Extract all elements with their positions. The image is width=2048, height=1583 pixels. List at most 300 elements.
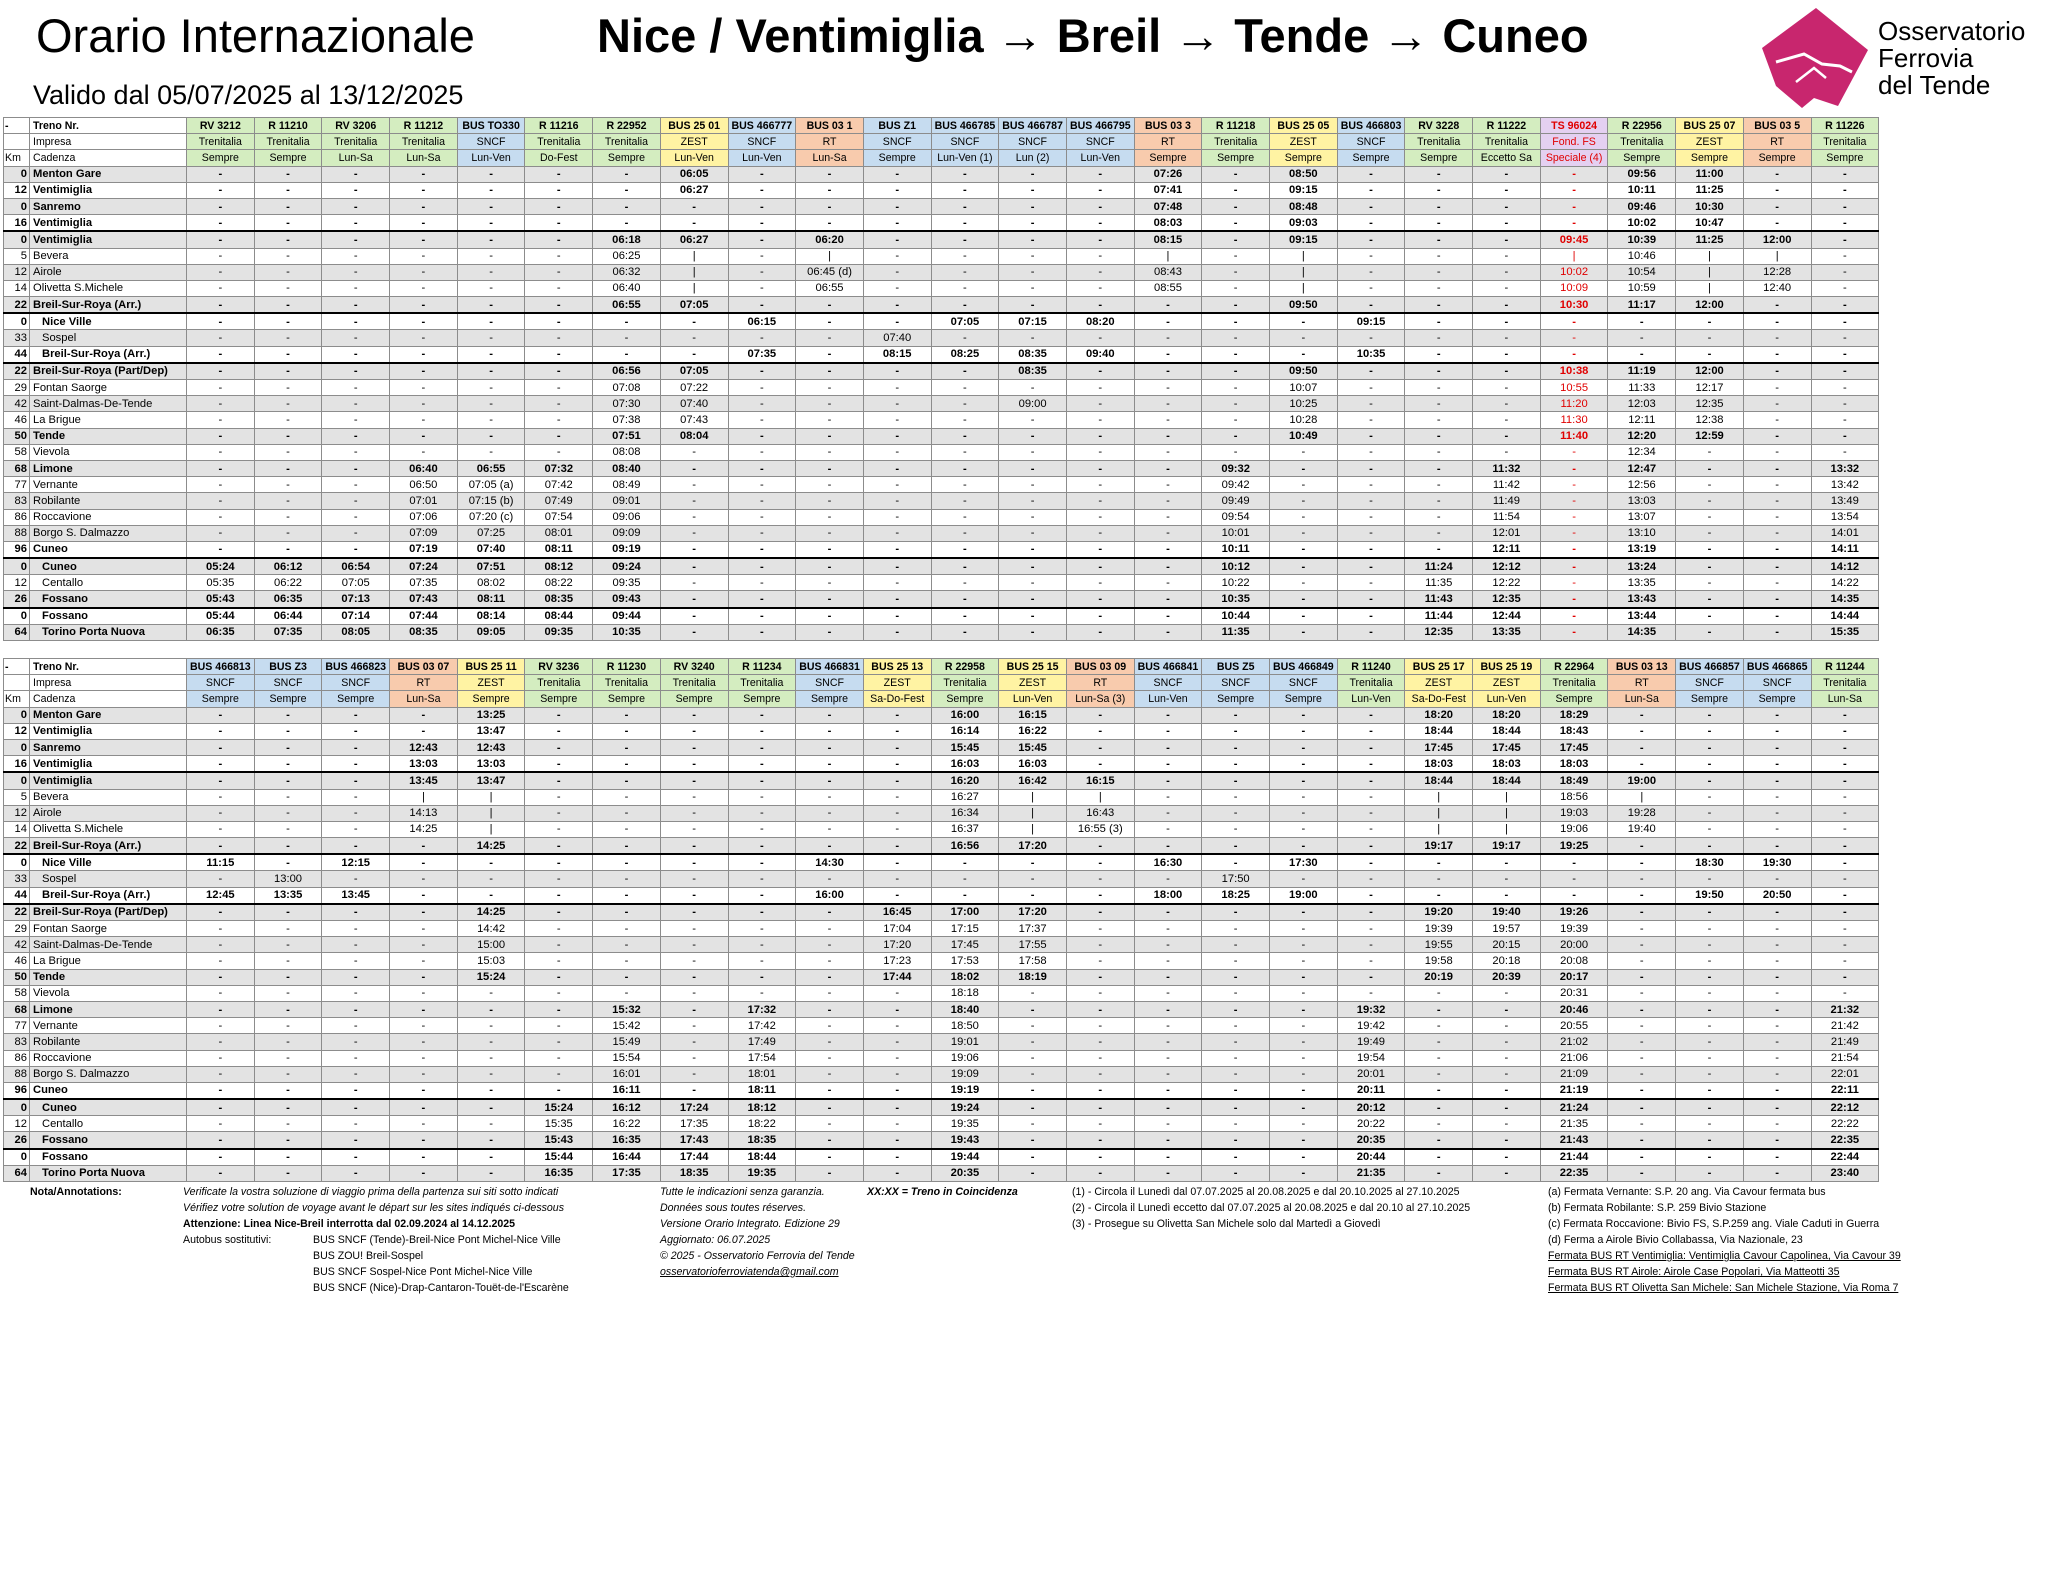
time-cell: - — [1270, 1001, 1338, 1017]
time-cell: - — [999, 854, 1067, 871]
time-cell: 16:35 — [593, 1132, 661, 1149]
time-cell: 07:15 (b) — [457, 493, 525, 509]
time-cell: 07:35 — [728, 346, 796, 363]
time-cell: - — [660, 723, 728, 739]
time-cell: - — [1473, 1066, 1541, 1082]
time-cell: - — [931, 558, 999, 575]
time-cell: - — [1811, 346, 1879, 363]
time-cell: 07:06 — [390, 509, 458, 525]
time-cell: - — [1676, 821, 1744, 837]
time-cell: - — [660, 904, 728, 921]
time-cell: - — [1134, 723, 1202, 739]
time-cell: - — [254, 198, 322, 214]
time-cell: - — [1540, 541, 1608, 558]
time-cell: - — [1066, 412, 1134, 428]
time-cell: 18:01 — [728, 1066, 796, 1082]
time-cell: - — [1811, 854, 1879, 871]
time-cell: - — [1337, 509, 1405, 525]
frequency-cell: Sempre — [1743, 150, 1811, 166]
time-cell: - — [187, 330, 255, 346]
station-name: Cuneo — [30, 558, 187, 575]
time-cell: - — [1202, 215, 1270, 232]
time-cell: - — [254, 525, 322, 541]
time-cell: - — [390, 346, 458, 363]
timetable-row — [4, 1001, 1879, 1017]
time-cell: - — [322, 821, 390, 837]
time-cell: 19:39 — [1405, 921, 1473, 937]
time-cell: - — [187, 723, 255, 739]
time-cell: 17:42 — [728, 1018, 796, 1034]
time-cell: - — [863, 248, 931, 264]
train-number: BUS 466823 — [322, 659, 390, 675]
time-cell: - — [863, 821, 931, 837]
time-cell: - — [660, 854, 728, 871]
time-cell: - — [254, 1082, 322, 1099]
time-cell: 18:03 — [1405, 756, 1473, 773]
time-cell: - — [1473, 396, 1541, 412]
time-cell: - — [1743, 525, 1811, 541]
time-cell: - — [187, 428, 255, 444]
time-cell: 17:35 — [660, 1116, 728, 1132]
time-cell: - — [1743, 428, 1811, 444]
time-cell: 06:55 — [593, 297, 661, 314]
time-cell: - — [187, 215, 255, 232]
time-cell: - — [1337, 215, 1405, 232]
time-cell: - — [796, 723, 864, 739]
km-cell: 50 — [4, 428, 30, 444]
time-cell: - — [1405, 1149, 1473, 1166]
time-cell: - — [863, 1066, 931, 1082]
time-cell: - — [931, 444, 999, 460]
timetable-row — [4, 248, 1879, 264]
time-cell: 10:25 — [1270, 396, 1338, 412]
time-cell: - — [390, 838, 458, 855]
time-cell: - — [999, 460, 1067, 476]
km-header: - — [4, 118, 30, 134]
time-cell: 20:50 — [1743, 887, 1811, 904]
time-cell: - — [931, 460, 999, 476]
time-cell: - — [390, 1082, 458, 1099]
time-cell: 08:49 — [593, 477, 661, 493]
time-cell: - — [187, 182, 255, 198]
time-cell: 08:35 — [999, 363, 1067, 380]
time-cell: - — [1405, 1018, 1473, 1034]
time-cell: - — [1270, 707, 1338, 723]
time-cell: - — [660, 215, 728, 232]
time-cell: - — [1473, 428, 1541, 444]
frequency-cell: Sa-Do-Fest — [863, 691, 931, 707]
time-cell: - — [931, 248, 999, 264]
train-number: BUS 25 17 — [1405, 659, 1473, 675]
km-cell: 12 — [4, 575, 30, 591]
time-cell: - — [390, 871, 458, 887]
time-cell: 23:40 — [1811, 1165, 1879, 1181]
time-cell: - — [728, 591, 796, 608]
time-cell: 08:40 — [593, 460, 661, 476]
time-cell: 09:50 — [1270, 297, 1338, 314]
time-cell: 16:44 — [593, 1149, 661, 1166]
km-cell: 44 — [4, 887, 30, 904]
time-cell: - — [1676, 805, 1744, 821]
time-cell: - — [525, 789, 593, 805]
time-cell: - — [931, 363, 999, 380]
time-cell: - — [728, 330, 796, 346]
time-cell: 17:45 — [1540, 739, 1608, 755]
time-cell: - — [187, 772, 255, 789]
time-cell: - — [1202, 739, 1270, 755]
time-cell: - — [322, 805, 390, 821]
frequency-row — [4, 691, 1879, 707]
timetable-row — [4, 231, 1879, 248]
time-cell: 17:45 — [931, 937, 999, 953]
time-cell: - — [1676, 525, 1744, 541]
train-number: BUS 466857 — [1676, 659, 1744, 675]
time-cell: - — [796, 313, 864, 330]
time-cell: - — [796, 772, 864, 789]
time-cell: - — [593, 887, 661, 904]
frequency-cell: Sempre — [525, 691, 593, 707]
station-name: Nice Ville — [30, 854, 187, 871]
time-cell: 06:22 — [254, 575, 322, 591]
train-number: R 11230 — [593, 659, 661, 675]
time-cell: - — [1743, 608, 1811, 625]
time-cell: 10:01 — [1202, 525, 1270, 541]
train-number: BUS 25 11 — [457, 659, 525, 675]
time-cell: - — [1134, 1018, 1202, 1034]
operator-cell: ZEST — [1473, 675, 1541, 691]
time-cell: - — [1202, 166, 1270, 182]
time-cell: - — [660, 756, 728, 773]
time-cell: - — [796, 1116, 864, 1132]
time-cell: - — [1811, 264, 1879, 280]
time-cell: 21:35 — [1337, 1165, 1405, 1181]
time-cell: - — [1270, 493, 1338, 509]
time-cell: 10:54 — [1608, 264, 1676, 280]
time-cell: - — [1473, 280, 1541, 296]
time-cell: - — [1405, 264, 1473, 280]
time-cell: - — [1608, 1116, 1676, 1132]
km-cell: 12 — [4, 182, 30, 198]
time-cell: - — [254, 1001, 322, 1017]
time-cell: - — [187, 969, 255, 985]
time-cell: - — [1743, 1018, 1811, 1034]
time-cell: - — [1540, 575, 1608, 591]
time-cell: - — [322, 953, 390, 969]
train-number: BUS 466795 — [1066, 118, 1134, 134]
frequency-cell: Sempre — [1202, 691, 1270, 707]
time-cell: - — [1202, 1116, 1270, 1132]
frequency-cell: Lun-Ven — [728, 150, 796, 166]
time-cell: - — [796, 591, 864, 608]
notes-line: Aggiornato: 06.07.2025 — [660, 1234, 771, 1246]
time-cell: - — [457, 1034, 525, 1050]
time-cell: 16:35 — [525, 1165, 593, 1181]
time-cell: 15:35 — [525, 1116, 593, 1132]
timetable-row — [4, 264, 1879, 280]
time-cell: - — [999, 477, 1067, 493]
time-cell: - — [525, 412, 593, 428]
time-cell: - — [1811, 313, 1879, 330]
operator-cell: RT — [390, 675, 458, 691]
time-cell: - — [593, 789, 661, 805]
time-cell: - — [1608, 756, 1676, 773]
time-cell: - — [1676, 346, 1744, 363]
time-cell: - — [1066, 1018, 1134, 1034]
time-cell: 10:39 — [1608, 231, 1676, 248]
time-cell: - — [322, 380, 390, 396]
time-cell: - — [1405, 330, 1473, 346]
time-cell: - — [1134, 1066, 1202, 1082]
notes-section — [30, 1184, 2020, 1314]
time-cell: - — [1066, 248, 1134, 264]
time-cell: - — [1540, 313, 1608, 330]
time-cell: - — [1066, 854, 1134, 871]
time-cell: - — [390, 444, 458, 460]
time-cell: - — [322, 297, 390, 314]
time-cell: 16:03 — [999, 756, 1067, 773]
time-cell: 14:25 — [390, 821, 458, 837]
time-cell: - — [1676, 756, 1744, 773]
time-cell: - — [1743, 1050, 1811, 1066]
time-cell: 06:44 — [254, 608, 322, 625]
time-cell: 18:03 — [1473, 756, 1541, 773]
time-cell: - — [254, 396, 322, 412]
time-cell: 20:44 — [1337, 1149, 1405, 1166]
notes-link[interactable]: Fermata BUS RT Olivetta San Michele: San Michele Stazione, Via Roma 7 — [1548, 1282, 1899, 1294]
km-cell: 22 — [4, 904, 30, 921]
timetable-row — [4, 838, 1879, 855]
station-name: Menton Gare — [30, 166, 187, 182]
train-number: BUS 03 5 — [1743, 118, 1811, 134]
logo-line: Ferrovia — [1878, 43, 1974, 73]
time-cell: - — [660, 313, 728, 330]
time-cell: - — [660, 707, 728, 723]
page-title-left: Orario Internazionale — [36, 9, 475, 62]
operator-row — [4, 675, 1879, 691]
operator-cell: RT — [1743, 134, 1811, 150]
timetable-row — [4, 723, 1879, 739]
time-cell: 08:50 — [1270, 166, 1338, 182]
time-cell: | — [999, 789, 1067, 805]
notes-line: Tutte le indicazioni senza garanzia. — [660, 1186, 825, 1198]
time-cell: - — [1337, 921, 1405, 937]
time-cell: 14:35 — [1608, 624, 1676, 640]
time-cell: - — [1270, 1132, 1338, 1149]
time-cell: - — [660, 1050, 728, 1066]
km-cell: 29 — [4, 380, 30, 396]
time-cell: 10:46 — [1608, 248, 1676, 264]
time-cell: - — [863, 723, 931, 739]
time-cell: - — [322, 1066, 390, 1082]
time-cell: - — [525, 739, 593, 755]
time-cell: - — [999, 182, 1067, 198]
time-cell: - — [1811, 198, 1879, 214]
time-cell: - — [525, 969, 593, 985]
time-cell: - — [1066, 363, 1134, 380]
time-cell: - — [999, 264, 1067, 280]
time-cell: 09:00 — [999, 396, 1067, 412]
time-cell: - — [728, 821, 796, 837]
time-cell: 07:01 — [390, 493, 458, 509]
time-cell: - — [1337, 330, 1405, 346]
time-cell: 10:35 — [593, 624, 661, 640]
time-cell: 09:05 — [457, 624, 525, 640]
time-cell: - — [1811, 739, 1879, 755]
time-cell: - — [322, 412, 390, 428]
timetable-row — [4, 871, 1879, 887]
time-cell: - — [1743, 1099, 1811, 1116]
time-cell: - — [1337, 182, 1405, 198]
time-cell: 16:20 — [931, 772, 999, 789]
time-cell: 13:00 — [254, 871, 322, 887]
time-cell: 09:15 — [1270, 182, 1338, 198]
time-cell: - — [390, 166, 458, 182]
time-cell: 11:20 — [1540, 396, 1608, 412]
time-cell: - — [1676, 1165, 1744, 1181]
time-cell: - — [660, 346, 728, 363]
time-cell: - — [728, 264, 796, 280]
time-cell: - — [457, 1099, 525, 1116]
time-cell: - — [1202, 921, 1270, 937]
time-cell: 22:35 — [1811, 1132, 1879, 1149]
notes-link[interactable]: Fermata BUS RT Ventimiglia: Ventimiglia Cavour Capolinea, Via Cavour 39 — [1548, 1250, 1901, 1262]
time-cell: - — [1270, 525, 1338, 541]
time-cell: - — [1202, 182, 1270, 198]
time-cell: - — [1473, 985, 1541, 1001]
time-cell: - — [1270, 1034, 1338, 1050]
time-cell: - — [322, 264, 390, 280]
time-cell: - — [1134, 1165, 1202, 1181]
time-cell: - — [1743, 460, 1811, 476]
time-cell: 08:14 — [457, 608, 525, 625]
time-cell: 07:54 — [525, 509, 593, 525]
time-cell: - — [1811, 953, 1879, 969]
timetable-row — [4, 1034, 1879, 1050]
time-cell: - — [1676, 1099, 1744, 1116]
time-cell: - — [931, 624, 999, 640]
time-cell: - — [1608, 887, 1676, 904]
time-cell: - — [1270, 575, 1338, 591]
time-cell: - — [796, 1001, 864, 1017]
timetable-row — [4, 854, 1879, 871]
time-cell: - — [1337, 264, 1405, 280]
time-cell: 20:35 — [1337, 1132, 1405, 1149]
time-cell: 18:29 — [1540, 707, 1608, 723]
time-cell: 07:32 — [525, 460, 593, 476]
time-cell: - — [1066, 1165, 1134, 1181]
time-cell: 07:13 — [322, 591, 390, 608]
time-cell: - — [254, 1066, 322, 1082]
time-cell: 07:09 — [390, 525, 458, 541]
time-cell: - — [660, 985, 728, 1001]
time-cell: - — [1066, 937, 1134, 953]
time-cell: 21:09 — [1540, 1066, 1608, 1082]
time-cell: 10:35 — [1202, 591, 1270, 608]
time-cell: - — [999, 380, 1067, 396]
km-cell: 0 — [4, 707, 30, 723]
time-cell: - — [728, 871, 796, 887]
time-cell: - — [796, 428, 864, 444]
time-cell: - — [254, 1165, 322, 1181]
time-cell: - — [593, 723, 661, 739]
time-cell: - — [796, 1082, 864, 1099]
time-cell: 11:35 — [1202, 624, 1270, 640]
time-cell: - — [1743, 182, 1811, 198]
contact-email-link[interactable]: osservatorioferroviatenda@gmail.com — [660, 1266, 839, 1278]
time-cell: - — [322, 1149, 390, 1166]
time-cell: - — [1473, 1149, 1541, 1166]
time-cell: - — [728, 756, 796, 773]
time-cell: - — [728, 428, 796, 444]
time-cell: 09:06 — [593, 509, 661, 525]
time-cell: - — [796, 380, 864, 396]
km-cell: 46 — [4, 412, 30, 428]
operator-cell: ZEST — [999, 675, 1067, 691]
time-cell: - — [1743, 558, 1811, 575]
time-cell: 10:35 — [1337, 346, 1405, 363]
station-name: Tende — [30, 428, 187, 444]
time-cell: - — [1270, 821, 1338, 837]
time-cell: - — [322, 739, 390, 755]
time-cell: - — [1676, 1116, 1744, 1132]
time-cell: - — [593, 821, 661, 837]
time-cell: 18:44 — [728, 1149, 796, 1166]
operator-cell: Trenitalia — [187, 134, 255, 150]
time-cell: - — [187, 363, 255, 380]
train-number: RV 3236 — [525, 659, 593, 675]
time-cell: - — [1473, 166, 1541, 182]
frequency-cell: Sempre — [322, 691, 390, 707]
frequency-cell: Lun-Sa — [390, 691, 458, 707]
time-cell: - — [1337, 608, 1405, 625]
time-cell: | — [457, 821, 525, 837]
time-cell: - — [728, 707, 796, 723]
time-cell: 21:35 — [1540, 1116, 1608, 1132]
time-cell: - — [1066, 509, 1134, 525]
page-header — [0, 0, 2048, 112]
time-cell: - — [593, 937, 661, 953]
time-cell: - — [931, 541, 999, 558]
notes-link[interactable]: Fermata BUS RT Airole: Airole Case Popolari, Via Matteotti 35 — [1548, 1266, 1840, 1278]
time-cell: - — [999, 428, 1067, 444]
time-cell: - — [931, 215, 999, 232]
time-cell: - — [322, 1165, 390, 1181]
time-cell: 15:24 — [525, 1099, 593, 1116]
time-cell: - — [728, 166, 796, 182]
time-cell: 19:24 — [931, 1099, 999, 1116]
time-cell: 15:32 — [593, 1001, 661, 1017]
km-cell: 83 — [4, 493, 30, 509]
time-cell: - — [796, 953, 864, 969]
time-cell: 12:11 — [1608, 412, 1676, 428]
time-cell: - — [593, 805, 661, 821]
frequency-cell: Sempre — [1337, 150, 1405, 166]
time-cell: - — [1743, 821, 1811, 837]
time-cell: 22:01 — [1811, 1066, 1879, 1082]
row-label: Cadenza — [30, 150, 187, 166]
time-cell: - — [1405, 215, 1473, 232]
time-cell: 16:22 — [999, 723, 1067, 739]
time-cell: - — [1743, 904, 1811, 921]
time-cell: 19:40 — [1608, 821, 1676, 837]
time-cell: - — [1066, 231, 1134, 248]
time-cell: - — [390, 1132, 458, 1149]
station-name: Saint-Dalmas-De-Tende — [30, 396, 187, 412]
time-cell: - — [457, 215, 525, 232]
time-cell: - — [999, 871, 1067, 887]
operator-cell: SNCF — [1066, 134, 1134, 150]
time-cell: 08:35 — [525, 591, 593, 608]
